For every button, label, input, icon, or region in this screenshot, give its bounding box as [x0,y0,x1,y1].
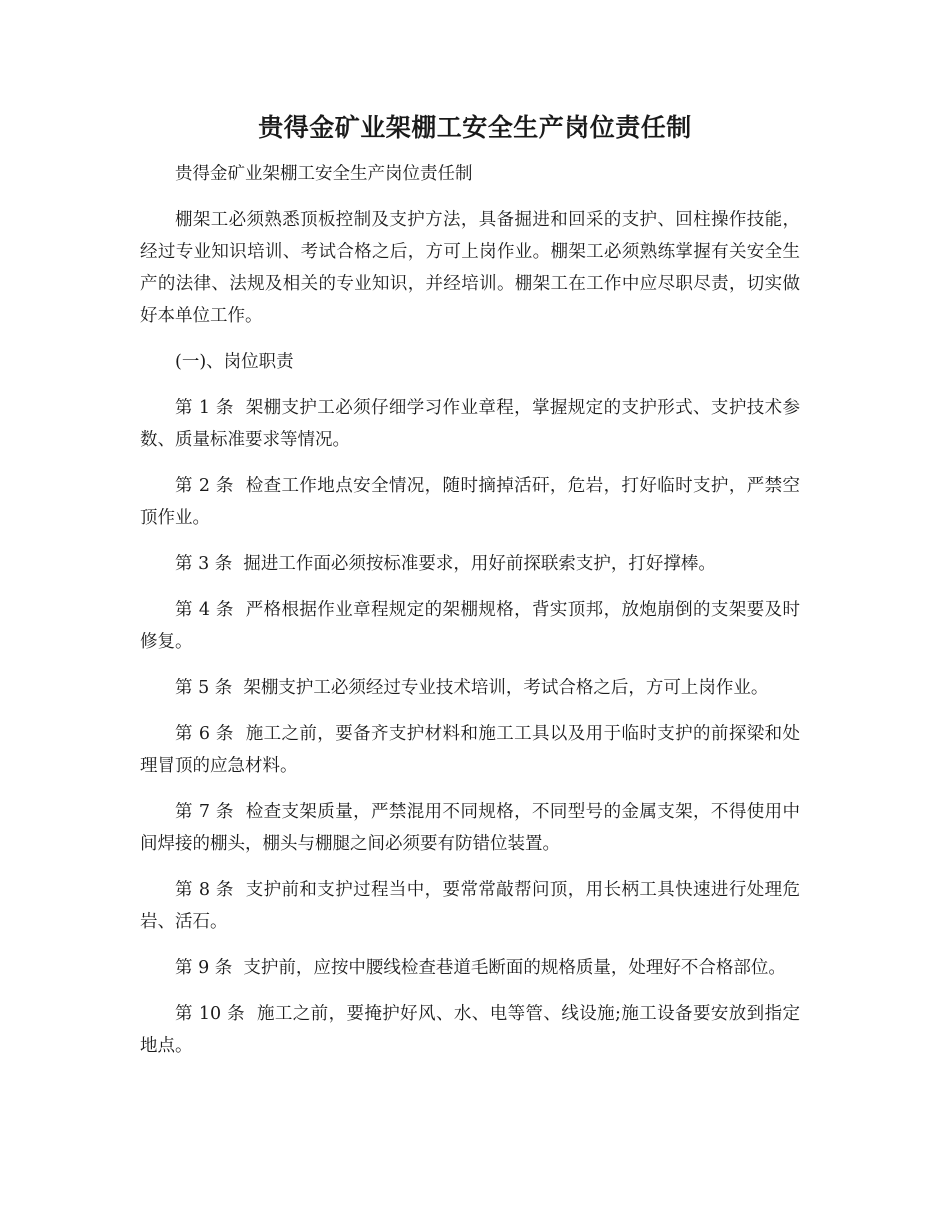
article-5: 第 5 条 架棚支护工必须经过专业技术培训，考试合格之后，方可上岗作业。 [175,678,769,698]
document-title: 贵得金矿业架棚工安全生产岗位责任制 [258,113,692,142]
article-6: 第 6 条 施工之前，要备齐支护材料和施工工具以及用于临时支护的前探梁和处理冒顶的应急材料。 [140,724,800,776]
article-8: 第 8 条 支护前和支护过程当中，要常常敲帮问顶，用长柄工具快速进行处理危岩、活石。 [140,880,800,932]
article-1: 第 1 条 架棚支护工必须仔细学习作业章程，掌握规定的支护形式、支护技术参数、质量标准要求等情况。 [140,398,800,450]
article-4: 第 4 条 严格根据作业章程规定的架棚规格，背实顶邦，放炮崩倒的支架要及时修复。 [140,600,800,652]
article-10: 第 10 条 施工之前，要掩护好风、水、电等管、线设施;施工设备要安放到指定地点。 [140,1004,800,1056]
section-heading: (一)、岗位职责 [175,352,294,372]
article-9: 第 9 条 支护前，应按中腰线检查巷道毛断面的规格质量，处理好不合格部位。 [175,958,786,978]
document-body [140,158,800,1076]
article-2: 第 2 条 检查工作地点安全情况，随时摘掉活矸，危岩，打好临时支护，严禁空顶作业。 [140,476,800,528]
document-subtitle: 贵得金矿业架棚工安全生产岗位责任制 [175,164,473,184]
article-3: 第 3 条 掘进工作面必须按标准要求，用好前探联索支护，打好撑棒。 [175,554,716,574]
article-7: 第 7 条 检查支架质量，严禁混用不同规格，不同型号的金属支架，不得使用中间焊接的棚头，棚头与棚腿之间必须要有防错位装置。 [140,802,800,854]
intro-paragraph: 棚架工必须熟悉顶板控制及支护方法，具备掘进和回采的支护、回柱操作技能，经过专业知识培训、考试合格之后，方可上岗作业。棚架工必须熟练掌握有关安全生产的法律、法规及相关的专业知识，并经培训。棚架工在工作中应尽职尽责，切实做好本单位工作。 [140,210,800,326]
